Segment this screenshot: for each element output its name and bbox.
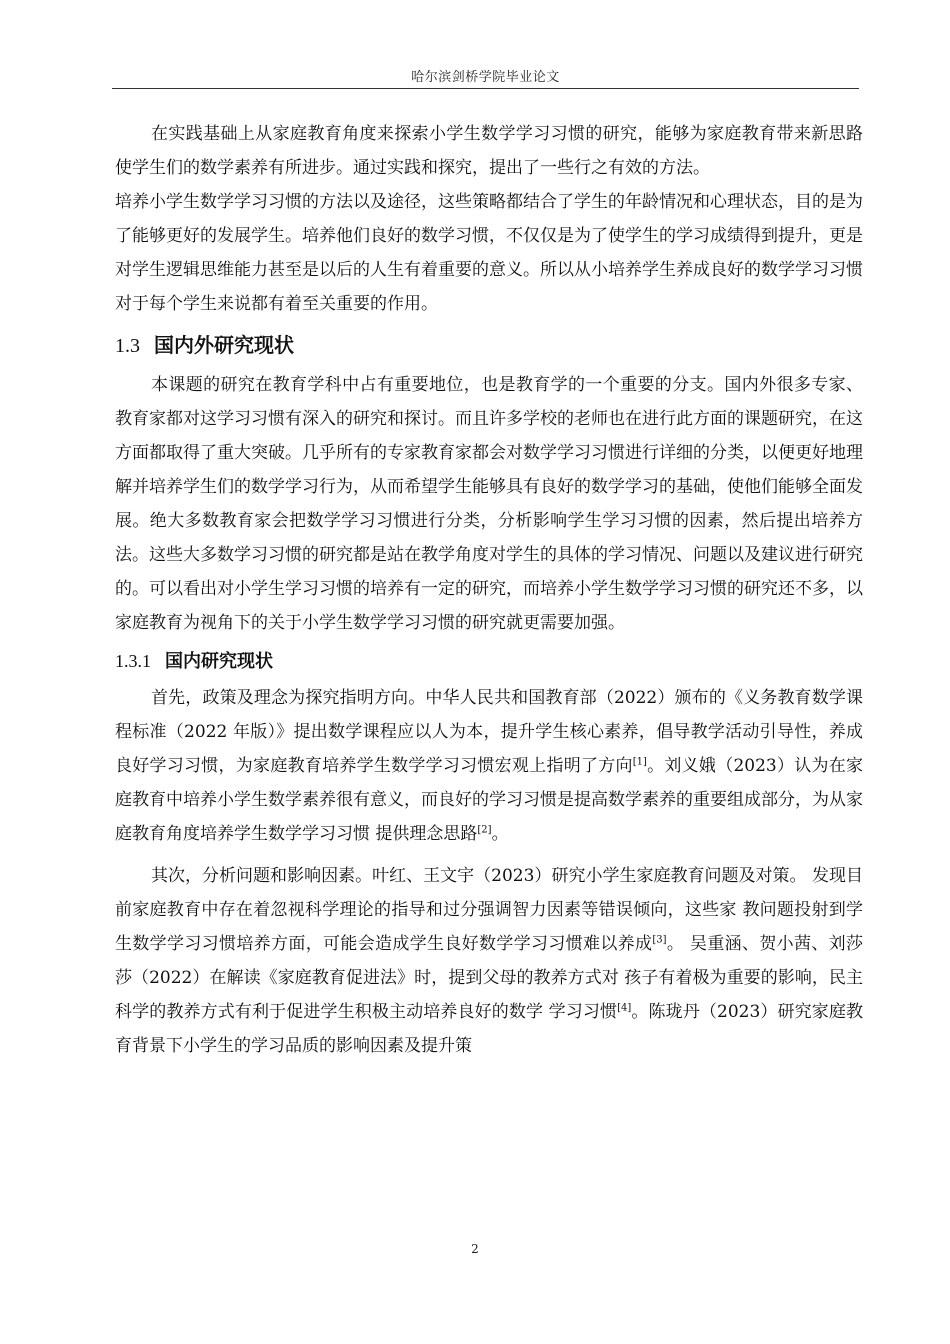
page-content: [115, 117, 863, 1063]
paragraph-methods: 培养小学生数学学习习惯的方法以及途径，这些策略都结合了学生的年龄情况和心理状态，目的是为了能够更好的发展学生。培养他们良好的数学习惯，不仅仅是为了使学生的学习成绩得到提升，更是对学生逻辑思维能力甚至是以后的人生有着重要的意义。所以从小培养学生养成良好的数学学习习惯对于每个学生来说都有着至关重要的作用。: [115, 192, 863, 314]
section-heading-1-3: [115, 327, 863, 364]
paragraph-factors: [115, 859, 863, 1063]
citation-ref-3: [3]: [652, 934, 667, 946]
citation-ref-2: [2]: [477, 824, 492, 836]
page-number: 2: [471, 1242, 479, 1256]
subsection-number: 1.3.1: [115, 651, 151, 671]
paragraph-intro: 在实践基础上从家庭教育角度来探索小学生数学学习习惯的研究，能够为家庭教育带来新思路使学生们的数学素养有所进步。通过实践和探究，提出了一些行之有效的方法。: [115, 124, 863, 178]
citation-ref-1: [1]: [632, 756, 647, 768]
paragraph-policy: [115, 681, 863, 851]
text-segment: 。刘义娥（2023）认为在家庭教育中培养小学生数学素养很有意义，而良好的学习习惯是提高数学素养的重要组成部分，为从家庭教育角度培养学生数学学习习惯 提供理念思路: [115, 756, 864, 844]
section-title: 国内外研究现状: [154, 333, 294, 357]
text-segment: 。 吴重涵、贺小茜、刘莎莎（2022）在解读《家庭教育促进法》时，提到父母的教养方式对 孩子有着极为重要的影响，民主科学的教养方式有利于促进学生积极主动培养良好的数学 学习习惯: [115, 934, 864, 1022]
text-segment: 。陈珑丹（2023）研究家庭教育背景下小学生的学习品质的影响因素及提升策: [115, 1002, 864, 1056]
text-segment: 其次，分析问题和影响因素。叶红、王文宇（2023）研究小学生家庭教育问题及对策。 发现目前家庭教育中存在着忽视科学理论的指导和过分强调智力因素等错误倾向，这些家 教问题投射到学生数学学习习惯培养方面，可能会造成学生良好数学学习习惯难以养成: [115, 866, 863, 954]
page-header-title: 哈尔滨剑桥学院毕业论文: [411, 70, 560, 85]
text-segment: 首先，政策及理念为探究指明方向。中华人民共和国教育部（2022）颁布的《义务教育数学课程标准（2022 年版）》提出数学课程应以人为本，提升学生核心素养，倡导教学活动引导性，养成良好学习习惯，为家庭教育培养学生数学学习习惯宏观上指明了方向: [115, 688, 863, 776]
text-segment: 。: [491, 824, 509, 844]
header-divider: [112, 88, 859, 89]
subsection-heading-1-3-1: [115, 644, 863, 679]
subsection-title: 国内研究现状: [165, 651, 273, 672]
paragraph-section-1-3: 本课题的研究在教育学科中占有重要地位，也是教育学的一个重要的分支。国内外很多专家、教育家都对这学习习惯有深入的研究和探讨。而且许多学校的老师也在进行此方面的课题研究，在这方面都取得了重大突破。几乎所有的专家教育家都会对数学学习习惯进行详细的分类，以便更好地理解并培养学生们的数学学习行为，从而希望学生能够具有良好的数学学习的基础，使他们能够全面发展。绝大多数教育家会把数学学习习惯进行分类，分析影响学生学习习惯的因素，然后提出培养方法。这些大多数学习习惯的研究都是站在教学角度对学生的具体的学习情况、问题以及建议进行研究的。可以看出对小学生学习习惯的培养有一定的研究，而培养小学生数学学习习惯的研究还不多，以家庭教育为视角下的关于小学生数学学习习惯的研究就更需要加强。: [115, 375, 863, 633]
citation-ref-4: [4]: [617, 1002, 632, 1014]
section-number: 1.3: [115, 335, 140, 357]
